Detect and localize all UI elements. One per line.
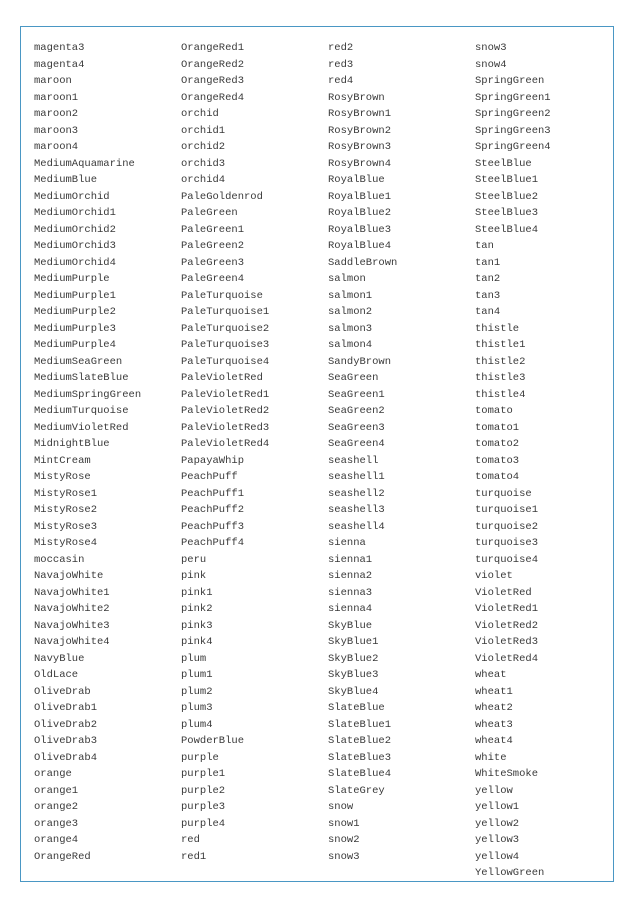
color-name: MistyRose3 (34, 520, 98, 533)
color-name: orchid2 (181, 141, 226, 153)
color-name: red1 (181, 850, 207, 863)
color-name: maroon2 (34, 108, 79, 120)
color-name: PaleTurquoise2 (181, 322, 270, 335)
color-name: RoyalBlue2 (328, 207, 392, 219)
color-name: SteelBlue2 (475, 190, 539, 203)
color-name: MediumOrchid1 (34, 207, 116, 219)
color-name: MediumPurple4 (34, 339, 116, 351)
color-name: PaleVioletRed (181, 372, 263, 384)
color-name: PeachPuff4 (181, 537, 245, 549)
color-name: SpringGreen1 (475, 91, 551, 104)
color-name: red2 (328, 42, 354, 54)
color-name: OliveDrab1 (34, 702, 98, 714)
color-name: pink4 (181, 636, 213, 648)
color-name: orchid4 (181, 174, 226, 186)
color-name: thistle (475, 322, 520, 335)
color-name: snow2 (328, 834, 360, 846)
color-name: orange1 (34, 784, 79, 797)
color-name: OrangeRed1 (181, 42, 245, 54)
color-name: PaleVioletRed4 (181, 438, 270, 450)
color-name: turquoise2 (475, 520, 539, 533)
color-name: snow4 (475, 58, 507, 71)
color-name: RoyalBlue3 (328, 223, 392, 236)
color-name: plum4 (181, 718, 213, 731)
color-name: tan3 (475, 289, 501, 302)
color-name: MediumSeaGreen (34, 355, 123, 368)
color-name: tomato (475, 405, 513, 417)
color-name: PeachPuff3 (181, 520, 245, 533)
color-name: yellow1 (475, 801, 520, 813)
color-name: SteelBlue3 (475, 207, 539, 219)
color-name: salmon2 (328, 306, 373, 318)
color-name: plum (181, 652, 207, 665)
color-name: PaleGreen2 (181, 240, 245, 252)
color-name: sienna (328, 537, 366, 549)
color-name: SlateBlue4 (328, 768, 392, 780)
color-column-2 (181, 40, 269, 865)
color-name: SpringGreen4 (475, 141, 551, 153)
color-name: yellow (475, 784, 513, 797)
color-name: tomato1 (475, 421, 520, 434)
color-name: PaleTurquoise3 (181, 339, 270, 351)
color-name: magenta3 (34, 42, 85, 54)
color-name: pink (181, 570, 207, 582)
color-name: SlateBlue1 (328, 718, 392, 731)
color-name: snow3 (328, 850, 360, 863)
color-name: sienna4 (328, 603, 373, 615)
color-name: SeaGreen3 (328, 421, 385, 434)
color-name: VioletRed3 (475, 636, 539, 648)
color-name: tan4 (475, 306, 501, 318)
color-name: VioletRed (475, 586, 532, 599)
color-name: purple1 (181, 768, 226, 780)
color-name: purple3 (181, 801, 226, 813)
color-name: RosyBrown4 (328, 157, 392, 170)
color-name: purple (181, 751, 219, 764)
color-name: violet (475, 570, 513, 582)
color-name: OliveDrab3 (34, 735, 98, 747)
color-name: tomato2 (475, 438, 520, 450)
color-name: white (475, 751, 507, 764)
color-name: thistle2 (475, 355, 526, 368)
color-name: OldLace (34, 669, 79, 681)
color-name: PeachPuff (181, 471, 238, 483)
color-name: RosyBrown (328, 91, 385, 104)
color-name: SlateGrey (328, 784, 385, 797)
color-name: sienna3 (328, 586, 373, 599)
color-name: turquoise3 (475, 537, 539, 549)
color-name: VioletRed4 (475, 652, 539, 665)
color-name: MediumBlue (34, 174, 98, 186)
color-name: MediumOrchid (34, 190, 110, 203)
color-name: tan (475, 240, 494, 252)
color-name: plum2 (181, 685, 213, 698)
color-name: SpringGreen2 (475, 108, 551, 120)
color-name: SeaGreen2 (328, 405, 385, 417)
color-name: orange3 (34, 817, 79, 830)
color-name: VioletRed1 (475, 603, 539, 615)
color-name: PapayaWhip (181, 454, 245, 467)
color-name: SandyBrown (328, 355, 392, 368)
color-name: NavajoWhite4 (34, 636, 110, 648)
color-name: turquoise (475, 487, 532, 500)
color-name: SkyBlue (328, 619, 373, 632)
color-name: red (181, 834, 200, 846)
color-name: moccasin (34, 553, 85, 566)
color-name: MediumPurple3 (34, 322, 116, 335)
color-column-1 (34, 40, 141, 865)
color-name: maroon3 (34, 124, 79, 137)
color-name: PeachPuff1 (181, 487, 245, 500)
color-name: NavajoWhite1 (34, 586, 110, 599)
color-name: peru (181, 553, 207, 566)
color-name: salmon1 (328, 289, 373, 302)
color-name: MediumAquamarine (34, 157, 135, 170)
color-name: tan2 (475, 273, 501, 285)
color-name: snow (328, 801, 354, 813)
color-name: snow1 (328, 817, 360, 830)
color-name: MediumSpringGreen (34, 388, 142, 401)
color-name: SeaGreen4 (328, 438, 385, 450)
color-name: MistyRose2 (34, 504, 98, 516)
color-name: PaleGreen4 (181, 273, 245, 285)
color-name: sienna1 (328, 553, 373, 566)
color-name: NavajoWhite3 (34, 619, 110, 632)
color-column-4 (475, 40, 551, 882)
color-name: yellow3 (475, 834, 520, 846)
color-name: RoyalBlue (328, 174, 385, 186)
color-name: PaleTurquoise (181, 289, 263, 302)
color-name: OrangeRed4 (181, 91, 245, 104)
color-name: RoyalBlue1 (328, 190, 392, 203)
color-name: YellowGreen (475, 867, 545, 879)
color-name: thistle4 (475, 388, 526, 401)
color-name: plum1 (181, 669, 213, 681)
color-name: salmon (328, 273, 366, 285)
color-name: SlateBlue3 (328, 751, 392, 764)
color-name: wheat1 (475, 685, 513, 698)
color-name: sienna2 (328, 570, 373, 582)
color-name: thistle1 (475, 339, 526, 351)
color-name: NavajoWhite2 (34, 603, 110, 615)
color-name: salmon4 (328, 339, 373, 351)
color-name: VioletRed2 (475, 619, 539, 632)
color-name: PaleGreen (181, 207, 238, 219)
color-name-table (20, 26, 614, 882)
color-name: seashell (328, 454, 379, 467)
color-name: RoyalBlue4 (328, 240, 392, 252)
color-name: MistyRose1 (34, 487, 98, 500)
color-name: OrangeRed3 (181, 75, 245, 87)
color-name: SkyBlue3 (328, 669, 379, 681)
color-name: orange (34, 768, 72, 780)
color-name: orchid3 (181, 157, 226, 170)
color-name: tomato4 (475, 471, 520, 483)
color-name: PaleTurquoise1 (181, 306, 270, 318)
color-name: NavyBlue (34, 652, 85, 665)
color-name: seashell4 (328, 520, 385, 533)
color-name: SteelBlue1 (475, 174, 539, 186)
color-name: WhiteSmoke (475, 768, 539, 780)
color-name: PaleGoldenrod (181, 190, 263, 203)
color-name: OrangeRed (34, 850, 91, 863)
color-name: MediumOrchid3 (34, 240, 116, 252)
color-name: SpringGreen3 (475, 124, 551, 137)
color-name: OrangeRed2 (181, 58, 245, 71)
color-name: SkyBlue2 (328, 652, 379, 665)
color-name: MistyRose (34, 471, 91, 483)
color-name: yellow2 (475, 817, 520, 830)
color-name: MediumOrchid2 (34, 223, 116, 236)
color-name: OliveDrab4 (34, 751, 98, 764)
color-name: thistle3 (475, 372, 526, 384)
color-name: SpringGreen (475, 75, 545, 87)
color-name: magenta4 (34, 58, 85, 71)
color-name: OliveDrab2 (34, 718, 98, 731)
color-name: PaleVioletRed3 (181, 421, 270, 434)
color-name: SlateBlue2 (328, 735, 392, 747)
color-name: pink3 (181, 619, 213, 632)
color-name: SkyBlue1 (328, 636, 379, 648)
color-name: seashell3 (328, 504, 385, 516)
color-name: MediumPurple2 (34, 306, 116, 318)
color-name: maroon4 (34, 141, 79, 153)
color-name: PaleVioletRed1 (181, 388, 270, 401)
color-name: turquoise4 (475, 553, 539, 566)
color-name: red4 (328, 75, 354, 87)
color-name: MediumSlateBlue (34, 372, 129, 384)
color-name: MediumTurquoise (34, 405, 129, 417)
color-name: snow3 (475, 42, 507, 54)
color-name: RosyBrown1 (328, 108, 392, 120)
color-name: RosyBrown3 (328, 141, 392, 153)
color-name: seashell1 (328, 471, 385, 483)
color-name: purple2 (181, 784, 226, 797)
color-name: plum3 (181, 702, 213, 714)
color-name: tan1 (475, 256, 501, 269)
color-name: MediumOrchid4 (34, 256, 116, 269)
color-name: maroon1 (34, 91, 79, 104)
color-name: PaleVioletRed2 (181, 405, 270, 417)
color-name: MintCream (34, 454, 91, 467)
color-name: SlateBlue (328, 702, 385, 714)
color-name: pink1 (181, 586, 213, 599)
color-name: orchid1 (181, 124, 226, 137)
color-name: orange2 (34, 801, 79, 813)
color-name: OliveDrab (34, 685, 91, 698)
color-name: wheat4 (475, 735, 513, 747)
color-name: SaddleBrown (328, 256, 398, 269)
color-name: MediumVioletRed (34, 421, 129, 434)
color-column-3 (328, 40, 397, 865)
color-name: PeachPuff2 (181, 504, 245, 516)
color-name: SkyBlue4 (328, 685, 379, 698)
color-name: PowderBlue (181, 735, 245, 747)
color-name: NavajoWhite (34, 570, 104, 582)
color-name: wheat3 (475, 718, 513, 731)
color-name: wheat2 (475, 702, 513, 714)
color-name: MidnightBlue (34, 438, 110, 450)
color-name: SeaGreen (328, 372, 379, 384)
color-name: yellow4 (475, 850, 520, 863)
color-name: orchid (181, 108, 219, 120)
color-name: wheat (475, 669, 507, 681)
color-name: maroon (34, 75, 72, 87)
color-name: PaleGreen1 (181, 223, 245, 236)
color-name: MistyRose4 (34, 537, 98, 549)
color-name: MediumPurple (34, 273, 110, 285)
color-name: purple4 (181, 817, 226, 830)
color-name: PaleGreen3 (181, 256, 245, 269)
color-name: SeaGreen1 (328, 388, 385, 401)
color-name: seashell2 (328, 487, 385, 500)
color-name: tomato3 (475, 454, 520, 467)
color-name: red3 (328, 58, 354, 71)
color-name: PaleTurquoise4 (181, 355, 270, 368)
color-name: turquoise1 (475, 504, 539, 516)
color-name: orange4 (34, 834, 79, 846)
color-name: pink2 (181, 603, 213, 615)
color-name: salmon3 (328, 322, 373, 335)
color-name: SteelBlue4 (475, 223, 539, 236)
color-name: RosyBrown2 (328, 124, 392, 137)
color-name: MediumPurple1 (34, 289, 116, 302)
color-name: SteelBlue (475, 157, 532, 170)
